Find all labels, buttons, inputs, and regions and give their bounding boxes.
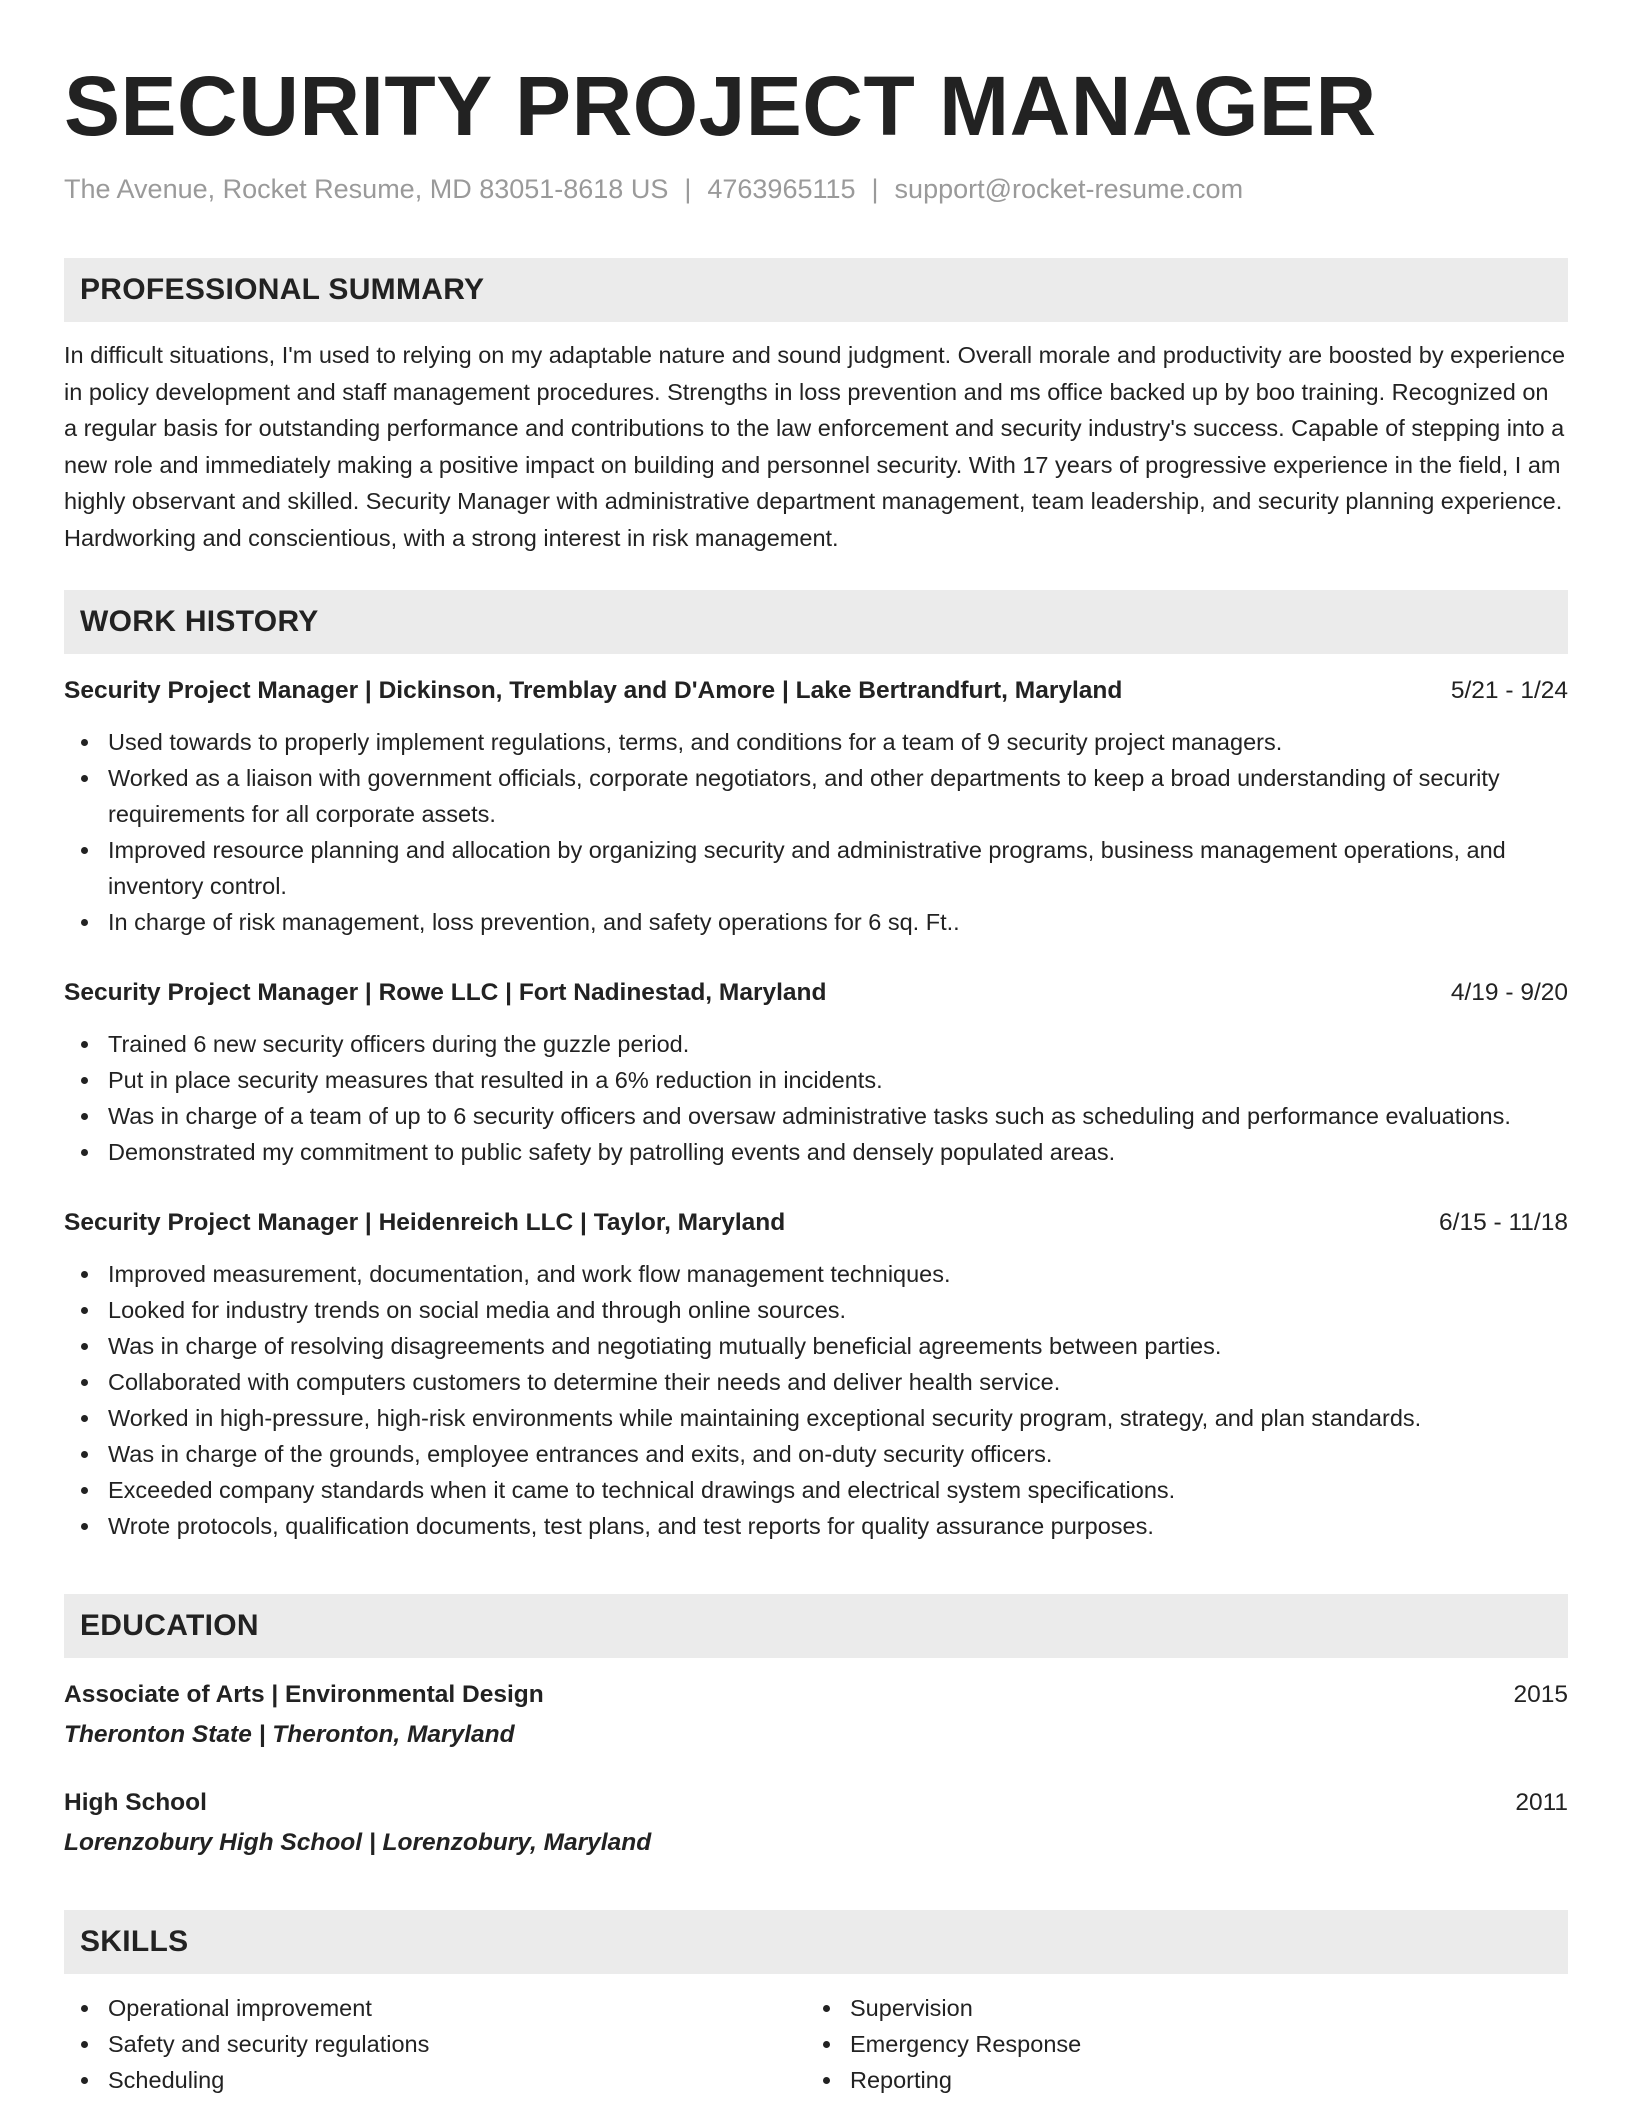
resume-page — [64, 0, 1568, 2098]
job-title: Security Project Manager | Heidenreich LLC | Taylor, Maryland — [64, 1209, 786, 1236]
job-dates: 4/19 - 9/20 — [1450, 979, 1568, 1006]
contact-phone: 4763965115 — [707, 174, 856, 204]
job-bullets — [64, 1256, 1568, 1544]
education-header — [64, 1786, 1568, 1820]
skills-column-left — [64, 1990, 806, 2098]
job-bullet: Worked as a liaison with government officials, corporate negotiators, and other departments to keep a broad understanding of security requirements for all corporate assets. — [64, 760, 1568, 832]
skill-item: Supervision — [806, 1990, 1548, 2026]
job-bullet: Trained 6 new security officers during the guzzle period. — [64, 1026, 1568, 1062]
section-header-summary: PROFESSIONAL SUMMARY — [64, 258, 1568, 322]
education-header — [64, 1678, 1568, 1712]
job-bullet: Wrote protocols, qualification documents, test plans, and test reports for quality assurance purposes. — [64, 1508, 1568, 1544]
education-entry — [64, 1786, 1568, 1860]
job-header — [64, 976, 1568, 1010]
contact-email: support@rocket-resume.com — [894, 174, 1244, 204]
job-bullet: Put in place security measures that resulted in a 6% reduction in incidents. — [64, 1062, 1568, 1098]
job-bullet: Improved resource planning and allocation by organizing security and administrative programs, business management operations, and inventory control. — [64, 832, 1568, 904]
job-bullet: Improved measurement, documentation, and work flow management techniques. — [64, 1256, 1568, 1292]
job-title: Security Project Manager | Rowe LLC | Fort Nadinestad, Maryland — [64, 979, 827, 1006]
skill-item: Operational improvement — [64, 1990, 806, 2026]
section-header-skills: SKILLS — [64, 1910, 1568, 1974]
skill-item: Emergency Response — [806, 2026, 1548, 2062]
contact-separator: | — [871, 174, 879, 204]
contact-separator: | — [684, 174, 692, 204]
skill-item: Scheduling — [64, 2062, 806, 2098]
resume-name: SECURITY PROJECT MANAGER — [64, 59, 1377, 153]
education-degree: High School — [64, 1789, 207, 1816]
job-bullet: In charge of risk management, loss prevention, and safety operations for 6 sq. Ft.. — [64, 904, 1568, 940]
job-bullet: Was in charge of resolving disagreements and negotiating mutually beneficial agreements between parties. — [64, 1328, 1568, 1364]
job-dates: 6/15 - 11/18 — [1439, 1209, 1568, 1236]
job-entry — [64, 976, 1568, 1170]
job-entry — [64, 674, 1568, 940]
job-dates: 5/21 - 1/24 — [1450, 677, 1568, 704]
summary-text: In difficult situations, I'm used to relying on my adaptable nature and sound judgment. Overall morale and productivity are boosted by experience in policy development and staff management procedures. Strengths in loss prevention and ms office backed up by boo training. Recognized on a regular basis for outstanding performance and contributions to the law enforcement and security industry's success. Capable of stepping into a new role and immediately making a positive impact on building and personnel security. With 17 years of progressive experience in the field, I am highly observant and skilled. Security Manager with administrative department management, team leadership, and security planning experience. Hardworking and conscientious, with a strong interest in risk management. — [64, 342, 1566, 551]
job-bullet: Exceeded company standards when it came to technical drawings and electrical system specifications. — [64, 1472, 1568, 1508]
job-bullets — [64, 1026, 1568, 1170]
education-school: Theronton State | Theronton, Maryland — [64, 1721, 515, 1748]
education-school: Lorenzobury High School | Lorenzobury, Maryland — [64, 1829, 652, 1856]
job-header — [64, 1206, 1568, 1240]
job-bullet: Demonstrated my commitment to public safety by patrolling events and densely populated areas. — [64, 1134, 1568, 1170]
contact-address: The Avenue, Rocket Resume, MD 83051-8618 US — [64, 174, 669, 204]
job-bullet: Was in charge of the grounds, employee entrances and exits, and on-duty security officers. — [64, 1436, 1568, 1472]
education-entry — [64, 1678, 1568, 1752]
contact-line — [64, 172, 1568, 206]
job-bullet: Looked for industry trends on social media and through online sources. — [64, 1292, 1568, 1328]
section-header-work: WORK HISTORY — [64, 590, 1568, 654]
section-header-education: EDUCATION — [64, 1594, 1568, 1658]
education-degree: Associate of Arts | Environmental Design — [64, 1681, 544, 1708]
job-bullet: Collaborated with computers customers to determine their needs and deliver health service. — [64, 1364, 1568, 1400]
education-year: 2011 — [1515, 1789, 1568, 1816]
education-year: 2015 — [1513, 1681, 1568, 1708]
job-bullet: Worked in high-pressure, high-risk environments while maintaining exceptional security program, strategy, and plan standards. — [64, 1400, 1568, 1436]
skills-column-right — [806, 1990, 1548, 2098]
job-bullets — [64, 724, 1568, 940]
job-header — [64, 674, 1568, 708]
work-history-section — [64, 590, 1568, 1544]
skill-item: Reporting — [806, 2062, 1548, 2098]
job-bullet: Used towards to properly implement regulations, terms, and conditions for a team of 9 security project managers. — [64, 724, 1568, 760]
job-title: Security Project Manager | Dickinson, Tremblay and D'Amore | Lake Bertrandfurt, Maryland — [64, 677, 1123, 704]
job-entry — [64, 1206, 1568, 1544]
skills-list — [64, 1990, 1568, 2098]
job-bullet: Was in charge of a team of up to 6 security officers and oversaw administrative tasks such as scheduling and performance evaluations. — [64, 1098, 1568, 1134]
skill-item: Safety and security regulations — [64, 2026, 806, 2062]
